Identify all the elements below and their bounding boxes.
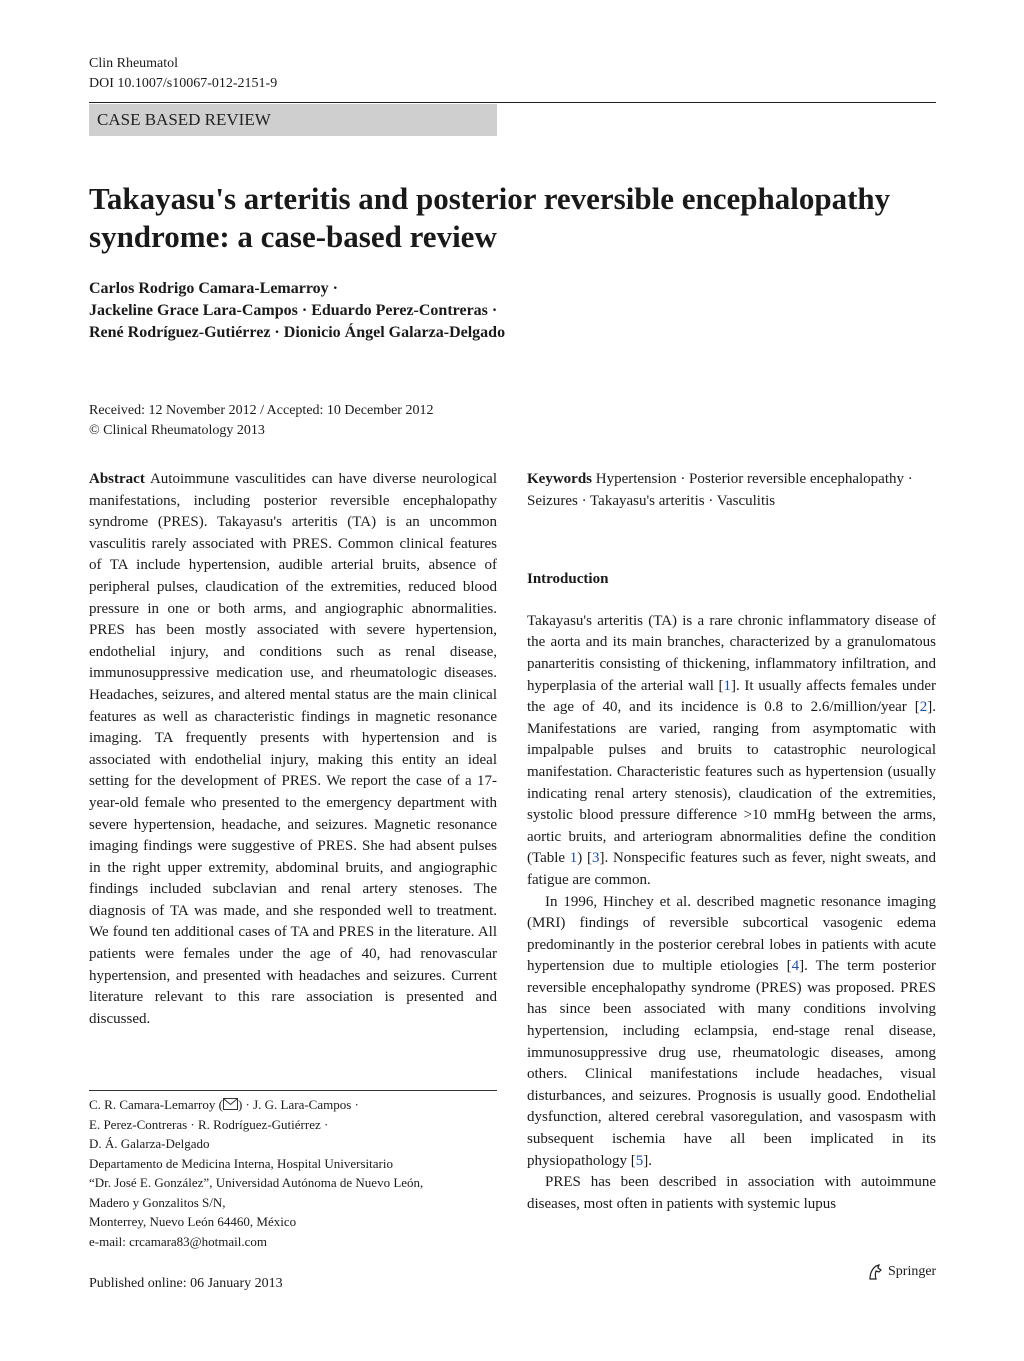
intro-p2-text-a: In 1996, Hinchey et al. described magnetic resonance imaging (MRI) findings of reversible subcortical vasogenic edema predominantly in the posterior cerebral lobes in patients with acute hypertension due to multiple etiologies [ [527,893,936,975]
abstract-label: Abstract [89,471,145,487]
authors-line-1: Carlos Rodrigo Camara-Lemarroy · [89,280,338,297]
intro-paragraph-1 [527,611,936,892]
abstract [89,469,497,1030]
journal-header [89,54,277,94]
keywords [527,469,936,512]
footnote-line-6: Madero y Gonzalitos S/N, [89,1194,226,1210]
intro-p1-text-e: ]. Nonspecific features such as fever, night sweats, and fatigue are common. [527,850,936,888]
publisher-logo [866,1262,936,1282]
intro-paragraph-2 [527,892,936,1173]
header-rule [89,102,936,103]
footnote-line-2: E. Perez-Contreras · R. Rodríguez-Gutiérrez · [89,1116,329,1132]
author-affiliation [89,1095,497,1251]
received-accepted: Received: 12 November 2012 / Accepted: 10 December 2012 [89,403,434,418]
article-dates [89,401,433,441]
keywords-text: Hypertension · Posterior reversible encephalopathy · Seizures · Takayasu's arteritis · Vasculitis [527,471,913,509]
right-column [527,469,936,1215]
footnote-coauthor: ) · J. G. Lara-Campos · [237,1097,359,1112]
abstract-text: Autoimmune vasculitides can have diverse neurological manifestations, including posterior reversible encephalopathy syndrome (PRES). Takayasu's arteritis (TA) is an uncommon vasculitis rarely associated with PRES. Common clinical features of TA include hypertension, audible arterial bruits, absence of peripheral pulses, claudication of the extremities, reduced blood pressure in one or both arms, and angiographic abnormalities. PRES has been mostly associated with severe hypertension, endothelial injury, and conditions such as renal disease, immunosuppressive medication use, and rheumatologic diseases. Headaches, seizures, and altered mental status are the main clinical features as well as characteristic findings in magnetic resonance imaging. TA frequently presents with hypertension and is associated with endothelial injury, making this entity an ideal setting for the development of PRES. We report the case of a 17-year-old female who presented to the emergency department with severe hypertension, headache, and seizures. Magnetic resonance imaging findings were suggestive of PRES. She had absent pulses in the right upper extremity, abdominal bruits, and angiographic findings included subclavian and renal artery stenoses. The diagnosis of TA was made, and she responded well to treatment. We found ten additional cases of TA and PRES in the literature. All patients were females under the age of 40, had renovascular hypertension, and presented with headaches and seizures. Current literature relevant to this rare association is presented and discussed. [89,471,497,1027]
keywords-label: Keywords [527,471,592,487]
journal-name: Clin Rheumatol [89,56,179,71]
footnote-line-5: “Dr. José E. González”, Universidad Autónoma de Nuevo León, [89,1175,424,1190]
article-type-banner: CASE BASED REVIEW [89,104,497,136]
envelope-icon [223,1098,238,1110]
citation-link[interactable]: 5 [635,1152,644,1169]
title-line-1: Takayasu's arteritis and posterior reversible encephalopathy [89,181,891,216]
intro-p2-text-b: ]. The term posterior reversible encephalopathy syndrome (PRES) was proposed. PRES has since been associated with many conditions involving hypertension, including eclampsia, end-stage renal disease, immunosuppressive drug use, rheumatologic diseases, among others. Clinical manifestations include headaches, visual disturbances, and seizures. Prognosis is usually good. Endothelial dysfunction, altered cerebral vasoregulation, and vasospasm with subsequent ischemia have all been implicated in its physiopathology [ [527,958,936,1169]
intro-p1-text-a: Takayasu's arteritis (TA) is a rare chronic inflammatory disease of the aorta and its main branches, characterized by a granulomatous panarteritis consisting of thickening, inflammatory infiltration, and hyperplasia of the arterial wall [ [527,612,936,694]
citation-link[interactable]: 3 [592,850,600,867]
springer-horse-icon [866,1263,884,1281]
intro-p1-text-c: ]. Manifestations are varied, ranging from asymptomatic with impalpable pulses and bruits to catastrophic neurological manifestation. Characteristic features such as hypertension (usually indicating renal artery stenosis), claudication of the extremities, systolic blood pressure difference >10 mmHg between the arms, aortic bruits, and arteriogram abnormalities define the condition (Table [527,699,936,867]
introduction-heading: Introduction [527,571,609,588]
footnote-line-3: D. Á. Galarza-Delgado [89,1136,210,1151]
authors-line-3: René Rodríguez-Gutiérrez · Dionicio Ángel Galarza-Delgado [89,324,506,341]
footnote-line-7: Monterrey, Nuevo León 64460, México [89,1214,297,1229]
author-list [89,278,949,344]
publisher-name: Springer [888,1264,937,1279]
footnote-line-4: Departamento de Medicina Interna, Hospital Universitario [89,1155,393,1171]
abstract-column [89,469,497,1030]
citation-link[interactable]: 4 [791,958,800,975]
intro-p1-text-d: ) [ [577,850,592,867]
copyright: © Clinical Rheumatology 2013 [89,423,265,438]
title-line-2: syndrome: a case-based review [89,219,497,254]
authors-line-2: Jackeline Grace Lara-Campos · Eduardo Perez-Contreras · [89,302,498,319]
table-link[interactable]: 1 [569,850,578,867]
intro-paragraph-3: PRES has been described in association with autoimmune diseases, most often in patients with systemic lupus [527,1174,936,1212]
article-title [89,180,949,256]
doi: DOI 10.1007/s10067-012-2151-9 [89,76,278,91]
citation-link[interactable]: 2 [919,699,928,716]
corresponding-author: C. R. Camara-Lemarroy ( [89,1097,223,1112]
footnote-line-1 [89,1095,497,1115]
intro-p1-text-b: ]. It usually affects females under the age of 40, and its incidence is 0.8 to 2.6/million/year [ [527,677,937,716]
footnote-email[interactable]: e-mail: crcamara83@hotmail.com [89,1233,268,1249]
citation-link[interactable]: 1 [723,677,732,694]
published-online: Published online: 06 January 2013 [89,1276,283,1291]
footnote-rule [89,1090,497,1091]
intro-p2-text-c: ]. [643,1152,652,1169]
